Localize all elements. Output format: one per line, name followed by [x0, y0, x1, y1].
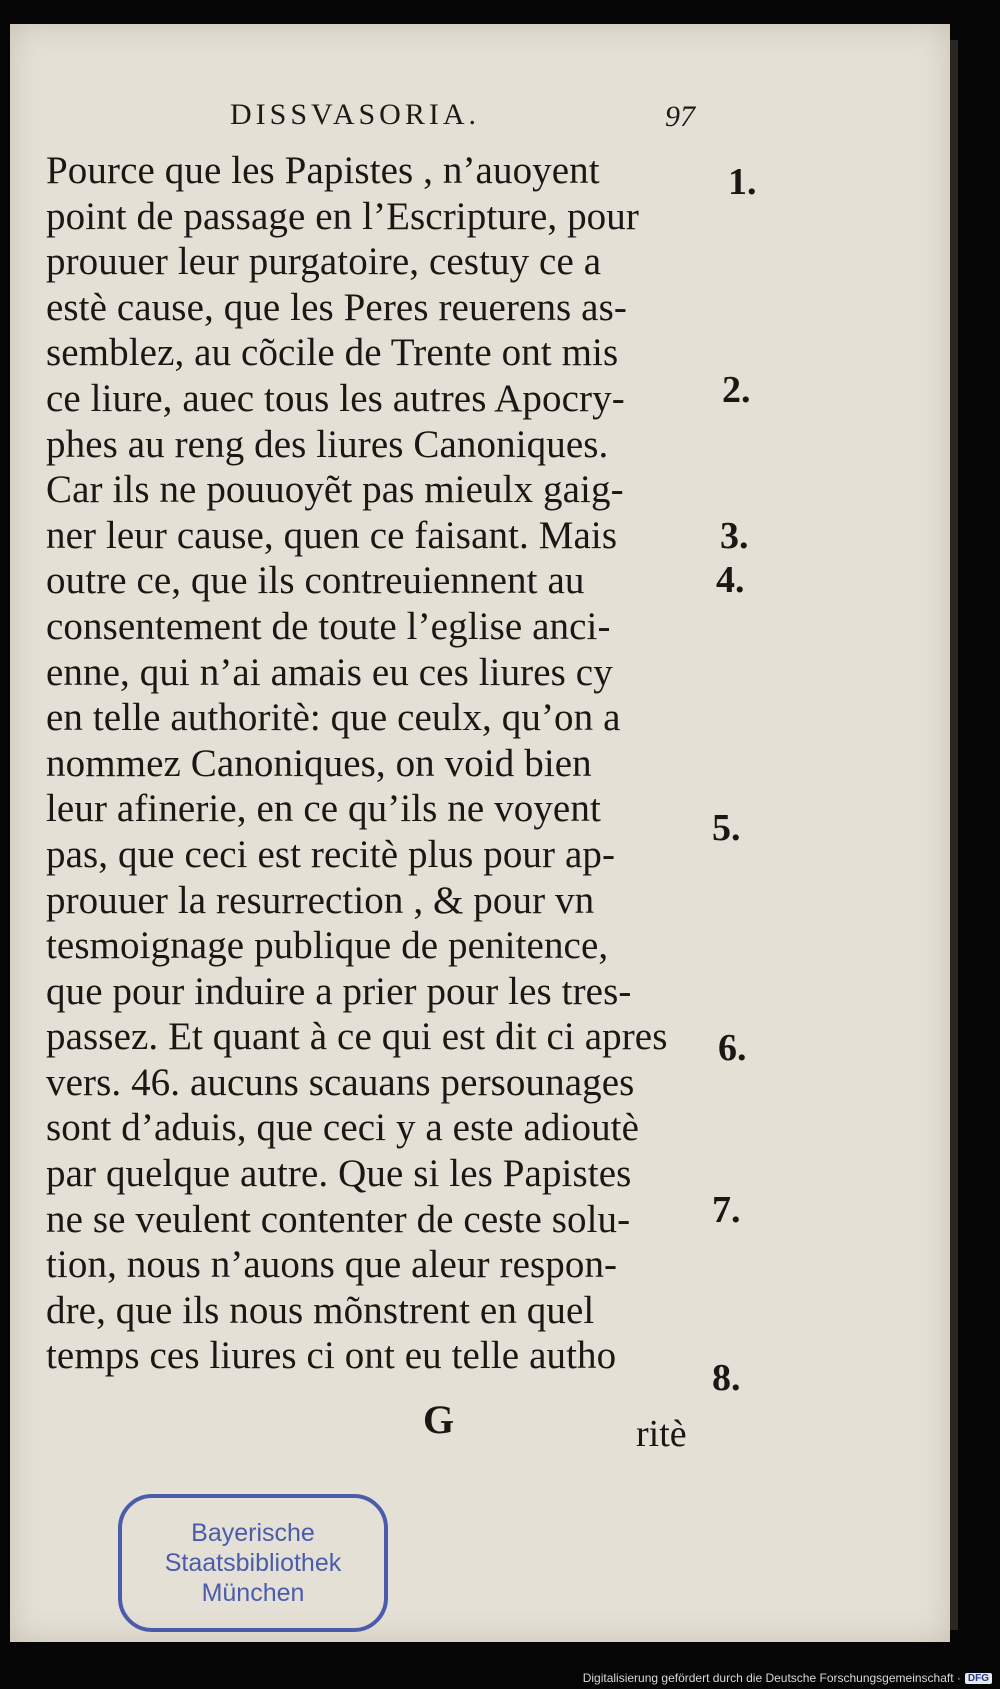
margin-note-1: 1. [728, 161, 757, 203]
text-line: Pource que les Papistes , n’auoyent [46, 149, 600, 192]
text-line: prouuer la resurrection , & pour vn [46, 878, 595, 922]
stamp-line: Bayerische [191, 1519, 315, 1547]
margin-note-6: 6. [718, 1027, 747, 1069]
text-line: nommez Canoniques, on void bien [46, 741, 592, 785]
margin-note-2: 2. [722, 369, 751, 411]
text-line: que pour induire a prier pour les tres- [46, 969, 632, 1013]
margin-note-5: 5. [712, 807, 741, 849]
text-line: en telle authoritè: que ceulx, qu’on a [46, 696, 621, 740]
text-line: pas, que ceci est recitè plus pour ap- [46, 832, 616, 876]
text-line: dre, que ils nous mõnstrent en quel [46, 1288, 595, 1332]
page-edge [950, 40, 958, 1630]
stamp-line: München [201, 1579, 305, 1607]
text-line: outre ce, que ils contreuiennent au [46, 559, 585, 603]
margin-note-3: 3. [720, 515, 749, 557]
margin-note-8: 8. [712, 1357, 741, 1399]
text-line: semblez, au cõcile de Trente ont mis [46, 331, 619, 375]
text-line: par quelque autre. Que si les Papistes [46, 1152, 632, 1196]
text-line: leur afinerie, en ce qu’ils ne voyent [46, 787, 601, 831]
text-line: point de passage en l’Escripture, pour [46, 194, 639, 238]
text-line: enne, qui n’ai amais eu ces liures cy [46, 650, 613, 694]
text-line: consentement de toute l’eglise anci- [46, 604, 611, 648]
text-line: tesmoignage publique de penitence, [46, 924, 609, 968]
body-text [46, 148, 726, 1379]
text-line: phes au reng des liures Canoniques. [46, 422, 609, 466]
text-line: estè cause, que les Peres reuerens as- [46, 285, 627, 329]
signature-mark: G [423, 1397, 455, 1442]
library-stamp [118, 1494, 388, 1632]
margin-note-4: 4. [716, 559, 745, 601]
dfg-logo-icon: DFG [965, 1673, 992, 1684]
text-line: prouuer leur purgatoire, cestuy ce a [46, 240, 602, 284]
text-line: ce liure, auec tous les autres Apocry- [46, 376, 625, 420]
margin-note-7: 7. [712, 1189, 741, 1231]
stamp-line: Staatsbibliothek [164, 1549, 342, 1577]
text-line: ne se veulent contenter de ceste solu- [46, 1197, 631, 1241]
text-line: tion, nous n’auons que aleur respon- [46, 1243, 618, 1287]
text-line: Car ils ne pouuoyẽt pas mieulx gaig- [46, 468, 624, 512]
text-line: ner leur cause, quen ce faisant. Mais [46, 513, 618, 557]
running-title: DISSVASORIA. [230, 98, 481, 131]
text-line: sont d’aduis, que ceci y a este adioutè [46, 1106, 640, 1150]
page-number: 97 [665, 100, 695, 133]
digitization-footer [583, 1671, 992, 1685]
catchword: ritè [636, 1413, 687, 1455]
text-line: temps ces liures ci ont eu telle autho [46, 1334, 617, 1378]
text-line: passez. Et quant à ce qui est dit ci apres [46, 1015, 668, 1059]
footer-text: Digitalisierung gefördert durch die Deutsche Forschungsgemeinschaft · [582, 1671, 961, 1685]
text-line: vers. 46. aucuns scauans persounages [46, 1060, 635, 1104]
